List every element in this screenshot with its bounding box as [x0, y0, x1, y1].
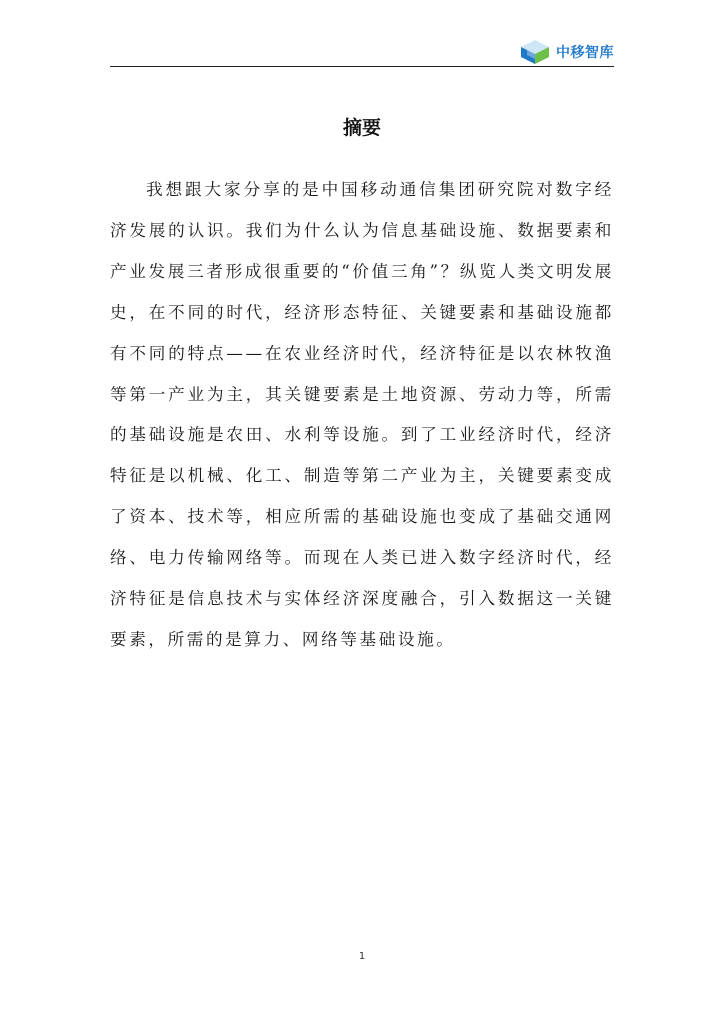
header-divider — [110, 66, 614, 67]
page-header — [110, 36, 614, 68]
page-number: 1 — [358, 951, 366, 962]
brand-logo — [518, 38, 614, 66]
body-paragraph: 我想跟大家分享的是中国移动通信集团研究院对数字经济发展的认识。我们为什么认为信息基础设施、数据要素和产业发展三者形成很重要的“价值三角”？纵览人类文明发展史，在不同的时代，经济形态特征、关键要素和基础设施都有不同的特点——在农业经济时代，经济特征是以农林牧渔等第一产业为主，其关键要素是土地资源、劳动力等，所需的基础设施是农田、水利等设施。到了工业经济时代，经济特征是以机械、化工、制造等第二产业为主，关键要素变成了资本、技术等，相应所需的基础设施也变成了基础交通网络、电力传输网络等。而现在人类已进入数字经济时代，经济特征是信息技术与实体经济深度融合，引入数据这一关键要素，所需的是算力、网络等基础设施。 — [110, 180, 614, 649]
page-title: 摘要 — [342, 117, 381, 139]
cube-logo-icon — [518, 38, 552, 66]
brand-name: 中移智库 — [556, 45, 614, 61]
